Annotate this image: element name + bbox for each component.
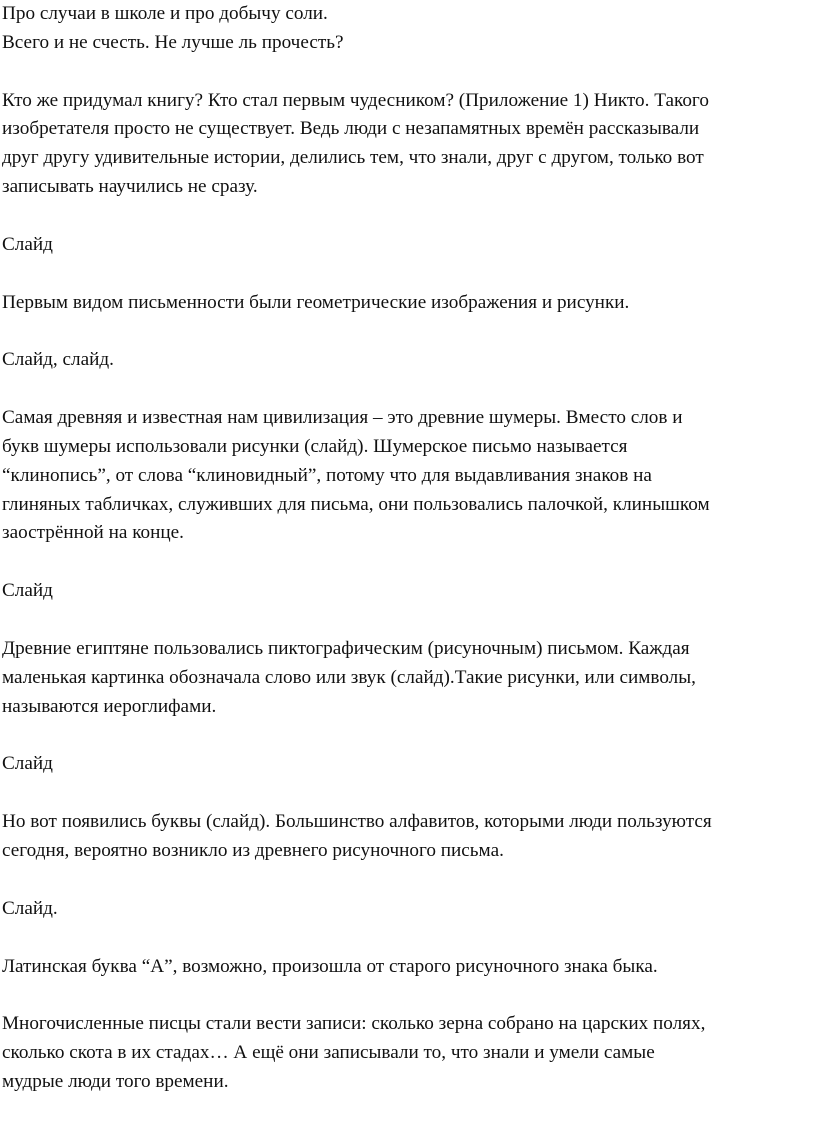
paragraph	[2, 289, 816, 318]
paragraph	[2, 404, 816, 548]
text-line: букв шумеры использовали рисунки (слайд). Шумерское письмо называется	[2, 435, 628, 457]
paragraph	[2, 577, 816, 606]
paragraph	[2, 0, 816, 58]
paragraph	[2, 1010, 816, 1096]
text-line: Первым видом письменности были геометрические изображения и рисунки.	[2, 291, 630, 313]
text-line: заострённой на конце.	[2, 522, 184, 544]
text-line: записывать научились не сразу.	[2, 175, 258, 197]
text-line: называются иероглифами.	[2, 695, 217, 717]
paragraph	[2, 231, 816, 260]
text-line: друг другу удивительные истории, делились тем, что знали, друг с другом, только вот	[2, 147, 704, 169]
text-line: Но вот появились буквы (слайд). Большинство алфавитов, которыми люди пользуются	[2, 811, 712, 833]
paragraph	[2, 808, 816, 866]
text-line: Слайд, слайд.	[2, 349, 114, 371]
text-line: Кто же придумал книгу? Кто стал первым чудесником? (Приложение 1) Никто. Такого	[2, 89, 709, 111]
paragraph	[2, 895, 816, 924]
text-line: Слайд	[2, 233, 53, 255]
text-line: Слайд	[2, 753, 53, 775]
paragraph	[2, 750, 816, 779]
text-line: Слайд.	[2, 897, 58, 919]
text-line: Самая древняя и известная нам цивилизация – это древние шумеры. Вместо слов и	[2, 407, 683, 429]
text-line: сегодня, вероятно возникло из древнего рисуночного письма.	[2, 839, 504, 861]
text-line: Всего и не счесть. Не лучше ль прочесть?	[2, 31, 344, 53]
text-line: Древние египтяне пользовались пиктографическим (рисуночным) письмом. Каждая	[2, 637, 690, 659]
text-line: маленькая картинка обозначала слово или звук (слайд).Такие рисунки, или символы,	[2, 666, 696, 688]
text-line: изобретателя просто не существует. Ведь люди с незапамятных времён рассказывали	[2, 118, 700, 140]
paragraph	[2, 635, 816, 721]
text-line: Многочисленные писцы стали вести записи: сколько зерна собрано на царских полях,	[2, 1013, 706, 1035]
text-line: Про случаи в школе и про добычу соли.	[2, 3, 328, 24]
paragraph	[2, 87, 816, 202]
text-line: мудрые люди того времени.	[2, 1070, 229, 1092]
text-line: сколько скота в их стадах… А ещё они записывали то, что знали и умели самые	[2, 1042, 655, 1064]
text-line: Латинская буква “А”, возможно, произошла от старого рисуночного знака быка.	[2, 955, 658, 977]
paragraph	[2, 953, 816, 982]
text-line: Слайд	[2, 580, 53, 602]
text-line: “клинопись”, от слова “клиновидный”, потому что для выдавливания знаков на	[2, 464, 652, 486]
paragraph	[2, 346, 816, 375]
text-line: глиняных табличках, служивших для письма, они пользовались палочкой, клинышком	[2, 493, 710, 515]
